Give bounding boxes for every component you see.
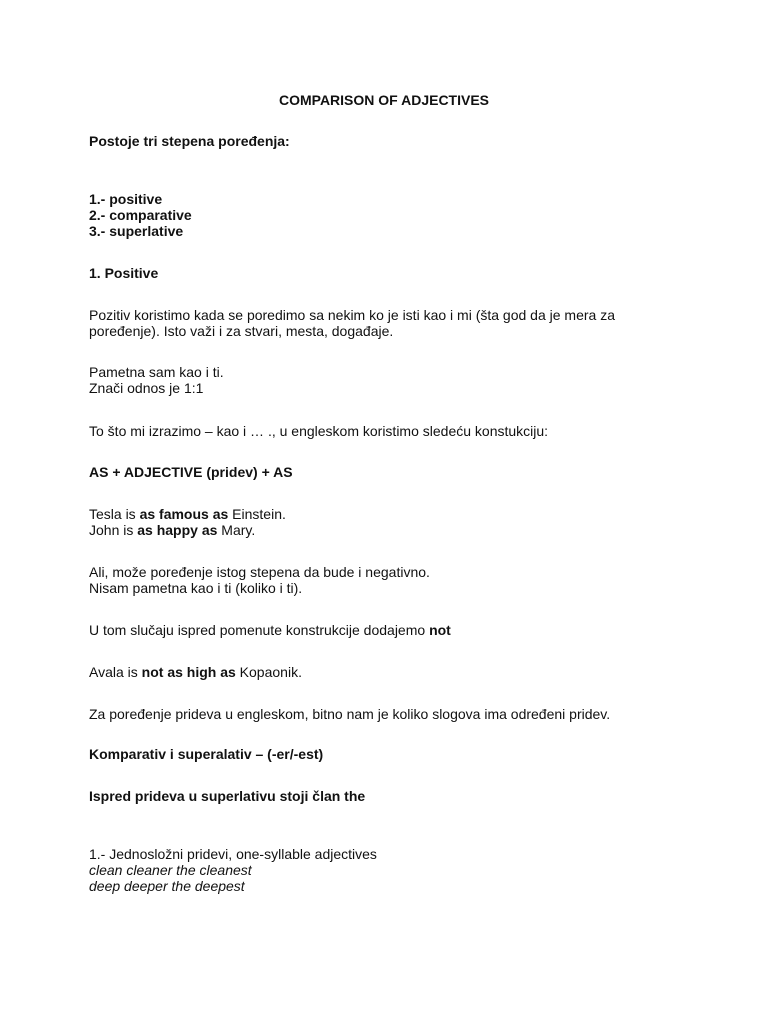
negative-block [89,564,649,596]
list-item: 3.- superlative [89,223,184,239]
list-item: 2.- comparative [89,207,192,223]
examples-block [89,506,649,538]
sentence-text: Mary. [217,522,256,538]
positive-heading: 1. Positive [89,265,159,281]
syllables-text: Za poređenje prideva u engleskom, bitno nam je koliko slogova ima određeni pridev. [89,706,611,722]
rule-emphasis: not [429,622,451,638]
formula-heading: AS + ADJECTIVE (pridev) + AS [89,464,293,480]
sentence-emphasis: as happy as [137,522,218,538]
sentence-text: Kopaonik. [235,664,302,680]
rule-text: U tom slučaju ispred pomenute konstrukcije dodajemo [89,622,430,638]
not-rule [89,622,649,638]
example-block [89,364,649,396]
one-syllable-block [89,846,649,894]
paragraph-line: poređenje). Isto važi i za stvari, mesta, događaje. [89,323,394,339]
avala-example [89,664,649,680]
list-item: 1.- positive [89,191,163,207]
comparative-heading: Komparativ i superalativ – (-er/-est) [89,746,324,762]
sentence-text: Avala is [89,664,142,680]
construction-intro: To što mi izrazimo – kao i … ., u engleskom koristimo sledeću konstukciju: [89,423,549,439]
paragraph-line: Ali, može poređenje istog stepena da bude i negativno. [89,564,430,580]
paragraph-line: Nisam pametna kao i ti (koliko i ti). [89,580,303,596]
example-line: deep deeper the deepest [89,878,245,894]
degrees-list [89,191,649,239]
superlative-note: Ispred prideva u superlativu stoji član the [89,788,366,804]
sentence-text: Einstein. [228,506,286,522]
example-line: Pametna sam kao i ti. [89,364,224,380]
example-sentence [89,522,649,538]
example-line: clean cleaner the cleanest [89,862,252,878]
example-line: Znači odnos je 1:1 [89,380,204,396]
section-heading: 1.- Jednosložni pridevi, one-syllable adjectives [89,846,377,862]
sentence-text: John is [89,522,138,538]
positive-paragraph [89,307,649,339]
sentence-text: Tesla is [89,506,140,522]
sentence-emphasis: not as high as [141,664,236,680]
paragraph-line: Pozitiv koristimo kada se poredimo sa nekim ko je isti kao i mi (šta god da je mera za [89,307,615,323]
intro-text: Postoje tri stepena poređenja: [89,133,290,149]
page-title: COMPARISON OF ADJECTIVES [278,92,490,108]
example-sentence [89,506,649,522]
sentence-emphasis: as famous as [139,506,229,522]
